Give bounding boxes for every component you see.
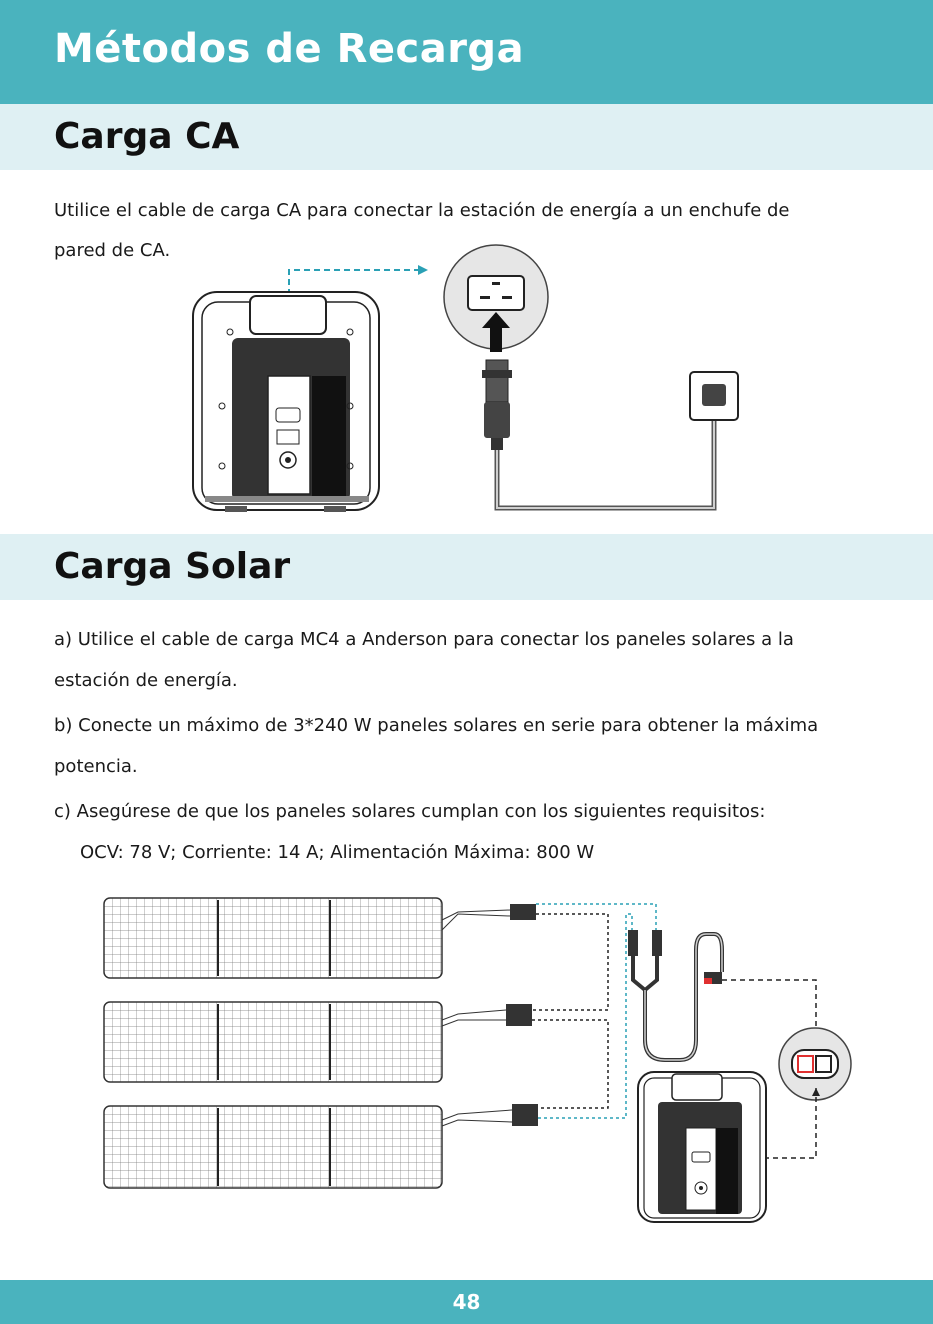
page-footer [0, 1280, 933, 1324]
page-header [0, 0, 933, 104]
section-solar-header [0, 534, 933, 600]
ac-instruction-line2: pared de CA. [54, 240, 171, 261]
page-number: 48 [452, 1290, 481, 1314]
solar-panel-2-icon [104, 1002, 532, 1082]
ac-charging-illustration [0, 240, 933, 530]
section-solar-title: Carga Solar [54, 546, 291, 587]
ac-cable [497, 416, 714, 508]
solar-instruction-a-line2: estación de energía. [54, 670, 238, 691]
section-ac-header [0, 104, 933, 170]
solar-charging-illustration [0, 890, 933, 1230]
section-ac-title: Carga CA [54, 116, 240, 157]
solar-instruction-b-line1: b) Conecte un máximo de 3*240 W paneles solares en serie para obtener la máxima [54, 715, 819, 736]
solar-panel-3-icon [104, 1104, 538, 1188]
page-title: Métodos de Recarga [54, 26, 525, 72]
mc4-anderson-cable-icon [628, 930, 722, 1060]
power-station-small-icon [638, 1072, 766, 1222]
solar-instruction-a-line1: a) Utilice el cable de carga MC4 a Anderson para conectar los paneles solares a la [54, 629, 794, 650]
solar-requirements: OCV: 78 V; Corriente: 14 A; Alimentación Máxima: 800 W [80, 842, 595, 863]
power-station-back-icon [193, 292, 379, 512]
ac-plug-icon [482, 360, 512, 450]
solar-panel-1-icon [104, 898, 536, 978]
wall-outlet-icon [690, 372, 738, 420]
ac-instruction-line1: Utilice el cable de carga CA para conectar la estación de energía a un enchufe de [54, 200, 790, 221]
solar-instruction-b-line2: potencia. [54, 756, 138, 777]
solar-instruction-c-line1: c) Asegúrese de que los paneles solares cumplan con los siguientes requisitos: [54, 801, 766, 822]
